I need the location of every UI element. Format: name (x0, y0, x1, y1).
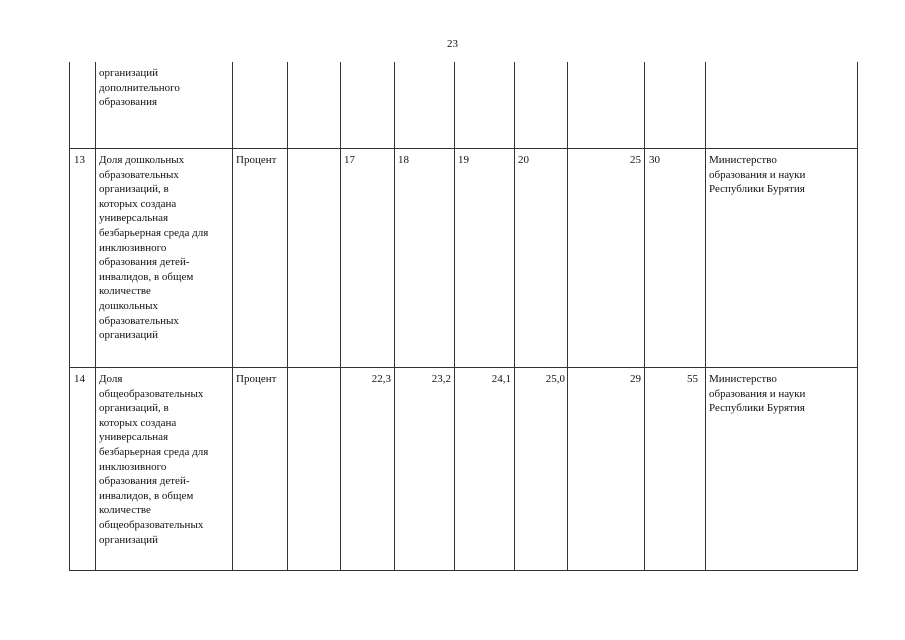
name-line: безбарьерная среда для (99, 226, 209, 239)
name-line: универсальная (99, 431, 169, 444)
name-line: Доля дошкольных (99, 154, 185, 166)
row-13-value: 30 (649, 154, 660, 166)
row-14-value: 25,0 (545, 373, 565, 385)
name-line: количестве (99, 504, 151, 517)
name-line: организаций (99, 67, 159, 79)
name-line: организаций (99, 533, 159, 546)
row-14-name (99, 372, 229, 547)
name-line: безбарьерная среда для (99, 445, 209, 458)
name-line: Доля (99, 373, 123, 385)
name-line: количестве (99, 285, 151, 298)
responsible-line: Республики Бурятия (709, 402, 805, 415)
row-13-value: 18 (398, 154, 409, 166)
name-line: образования детей- (99, 475, 190, 488)
row-14-value: 22,3 (371, 373, 391, 385)
row-14-unit: Процент (236, 373, 277, 385)
row-13-responsible (709, 153, 805, 197)
row-13-value: 20 (518, 154, 529, 166)
page-number: 23 (447, 38, 458, 50)
responsible-line: Министерство (709, 373, 777, 385)
name-line: инвалидов, в общем (99, 270, 194, 283)
name-line: общеобразовательных (99, 518, 204, 531)
row-14-responsible (709, 372, 805, 416)
row-13-value: 17 (344, 154, 355, 166)
row-13-unit: Процент (236, 154, 277, 166)
name-line: организаций, в (99, 402, 169, 415)
responsible-line: Министерство (709, 154, 777, 166)
name-line: которых создана (99, 416, 177, 429)
name-line: общеобразовательных (99, 387, 204, 400)
name-line: которых создана (99, 197, 177, 210)
row-0-name (99, 66, 229, 110)
name-line: организаций (99, 329, 159, 342)
row-14-value: 23,2 (431, 373, 451, 385)
name-line: образования детей- (99, 256, 190, 269)
responsible-line: образования и науки (709, 168, 806, 181)
row-14-number: 14 (74, 373, 85, 385)
row-14-value: 55 (687, 373, 698, 385)
name-line: организаций, в (99, 183, 169, 196)
row-13-number: 13 (74, 154, 85, 166)
name-line: образования (99, 96, 158, 109)
name-line: образовательных (99, 168, 179, 181)
name-line: образовательных (99, 314, 179, 327)
name-line: дополнительного (99, 81, 180, 94)
name-line: инклюзивного (99, 241, 167, 254)
row-13-value: 25 (630, 154, 641, 166)
responsible-line: образования и науки (709, 387, 806, 400)
name-line: дошкольных (99, 299, 158, 312)
row-14-value: 24,1 (491, 373, 511, 385)
name-line: универсальная (99, 212, 169, 225)
responsible-line: Республики Бурятия (709, 183, 805, 196)
name-line: инвалидов, в общем (99, 489, 194, 502)
row-13-name (99, 153, 229, 343)
name-line: инклюзивного (99, 460, 167, 473)
row-14-value: 29 (630, 373, 641, 385)
row-13-value: 19 (458, 154, 469, 166)
